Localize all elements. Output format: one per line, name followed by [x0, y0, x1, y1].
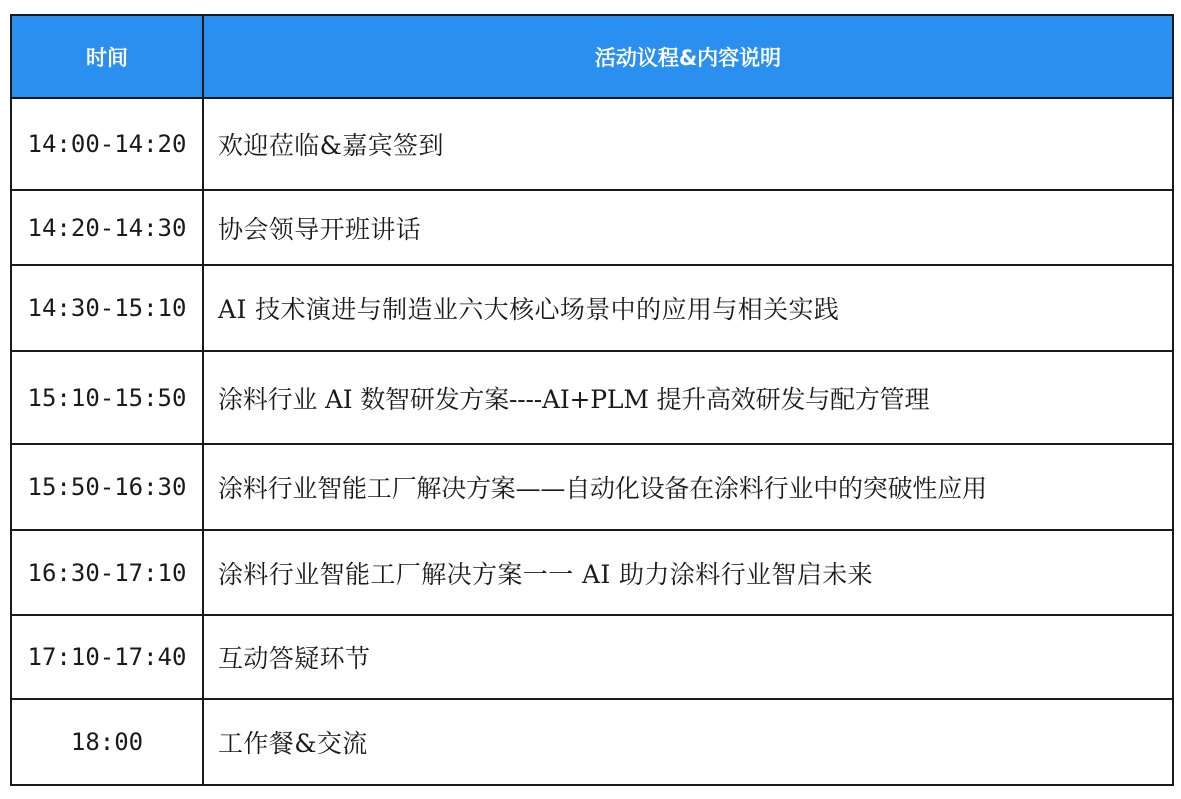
agenda-header	[11, 15, 1173, 98]
table-row	[11, 615, 1173, 699]
content-column-header: 活动议程&内容说明	[203, 15, 1173, 98]
table-row	[11, 98, 1173, 190]
time-cell: 15:50-16:30	[11, 444, 203, 530]
time-cell: 14:00-14:20	[11, 98, 203, 190]
time-cell: 14:30-15:10	[11, 265, 203, 351]
time-cell: 16:30-17:10	[11, 530, 203, 615]
table-row	[11, 530, 1173, 615]
table-row	[11, 444, 1173, 530]
table-row	[11, 351, 1173, 444]
content-cell: 欢迎莅临&嘉宾签到	[203, 98, 1173, 190]
content-cell: AI 技术演进与制造业六大核心场景中的应用与相关实践	[203, 265, 1173, 351]
content-cell: 涂料行业 AI 数智研发方案----AI+PLM 提升高效研发与配方管理	[203, 351, 1173, 444]
content-cell: 涂料行业智能工厂解决方案一一 AI 助力涂料行业智启未来	[203, 530, 1173, 615]
time-cell: 17:10-17:40	[11, 615, 203, 699]
table-row	[11, 265, 1173, 351]
time-cell: 15:10-15:50	[11, 351, 203, 444]
content-cell: 协会领导开班讲话	[203, 190, 1173, 265]
content-cell: 涂料行业智能工厂解决方案——自动化设备在涂料行业中的突破性应用	[203, 444, 1173, 530]
agenda-table	[10, 14, 1174, 786]
agenda-body	[11, 98, 1173, 785]
time-column-header: 时间	[11, 15, 203, 98]
content-cell: 工作餐&交流	[203, 699, 1173, 785]
content-cell: 互动答疑环节	[203, 615, 1173, 699]
time-cell: 14:20-14:30	[11, 190, 203, 265]
table-row	[11, 190, 1173, 265]
table-row	[11, 699, 1173, 785]
time-cell: 18:00	[11, 699, 203, 785]
header-row	[11, 15, 1173, 98]
